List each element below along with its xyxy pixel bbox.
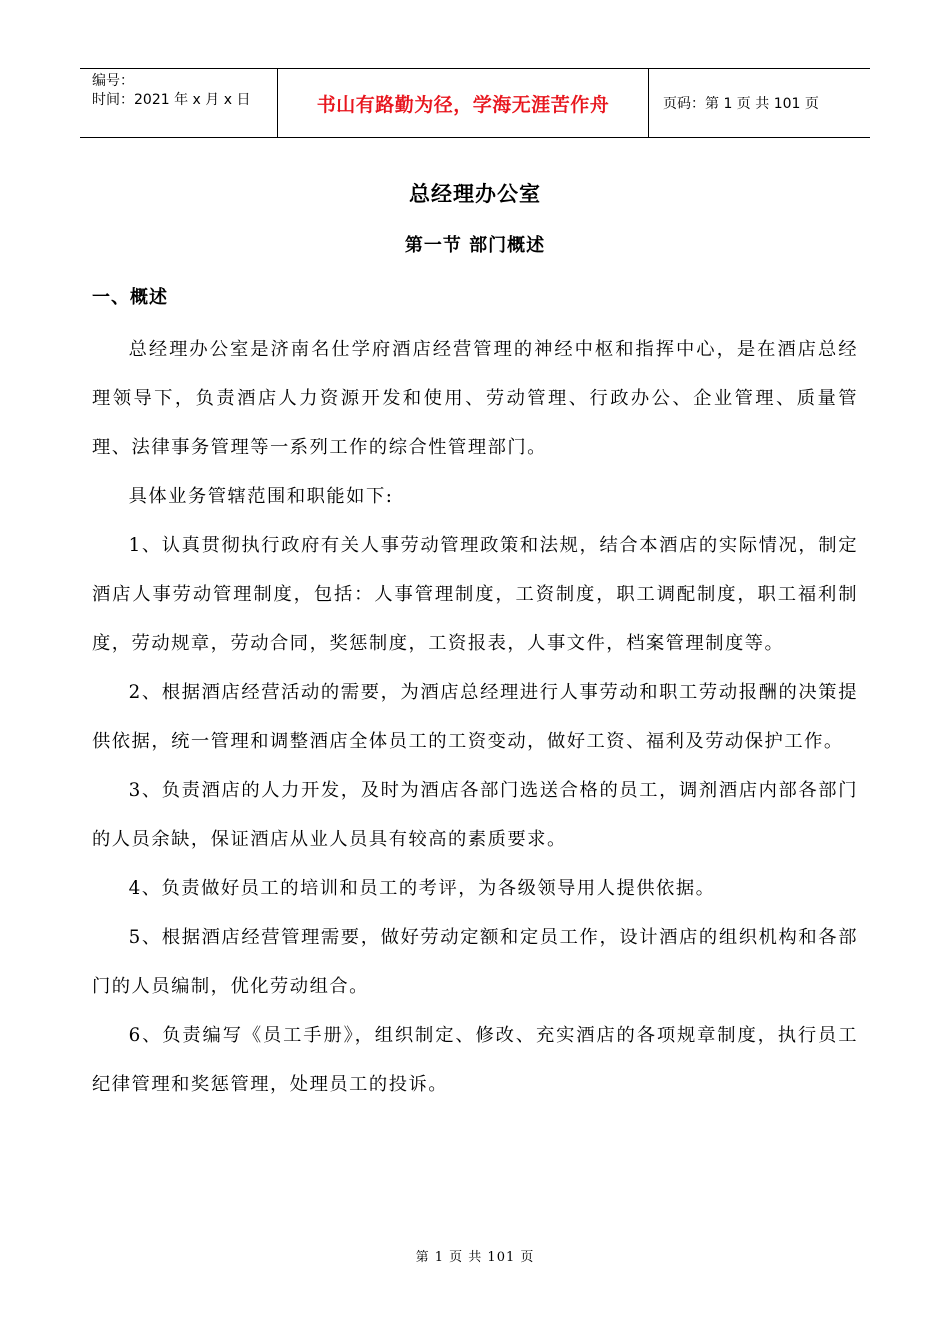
document-header: [80, 68, 870, 138]
paragraph: 1、认真贯彻执行政府有关人事劳动管理政策和法规，结合本酒店的实际情况，制定酒店人事劳动管理制度，包括：人事管理制度，工资制度，职工调配制度，职工福利制度，劳动规章，劳动合同，奖惩制度，工资报表，人事文件，档案管理制度等。: [92, 535, 858, 654]
paragraph: 具体业务管辖范围和职能如下:: [128, 486, 394, 507]
paragraph: 4、负责做好员工的培训和员工的考评，为各级领导用人提供依据。: [128, 878, 716, 899]
header-meta: [80, 69, 278, 137]
document-date: 时间：2021 年 x 月 x 日: [92, 92, 251, 108]
page-title: 总经理办公室: [409, 182, 541, 206]
header-page-info: 页码：第 1 页 共 101 页: [663, 96, 819, 112]
document-body: [92, 325, 858, 1109]
page-footer: 第 1 页 共 101 页: [415, 1250, 535, 1265]
page-subtitle: 第一节 部门概述: [404, 235, 546, 256]
paragraph: 总经理办公室是济南名仕学府酒店经营管理的神经中枢和指挥中心，是在酒店总经理领导下，负责酒店人力资源开发和使用、劳动管理、行政办公、企业管理、质量管理、法律事务管理等一系列工作的综合性管理部门。: [92, 339, 858, 458]
paragraph: 6、负责编写《员工手册》，组织制定、修改、充实酒店的各项规章制度，执行员工纪律管理和奖惩管理，处理员工的投诉。: [92, 1025, 858, 1095]
paragraph: 5、根据酒店经营管理需要，做好劳动定额和定员工作，设计酒店的组织机构和各部门的人员编制，优化劳动组合。: [92, 927, 858, 997]
document-code: 编号：: [92, 73, 134, 89]
paragraph: 2、根据酒店经营活动的需要，为酒店总经理进行人事劳动和职工劳动报酬的决策提供依据，统一管理和调整酒店全体员工的工资变动，做好工资、福利及劳动保护工作。: [92, 682, 858, 752]
paragraph: 3、负责酒店的人力开发，及时为酒店各部门选送合格的员工，调剂酒店内部各部门的人员余缺，保证酒店从业人员具有较高的素质要求。: [92, 780, 858, 850]
section-heading: 一、概述: [92, 287, 168, 308]
header-motto: 书山有路勤为径，学海无涯苦作舟: [278, 69, 649, 137]
